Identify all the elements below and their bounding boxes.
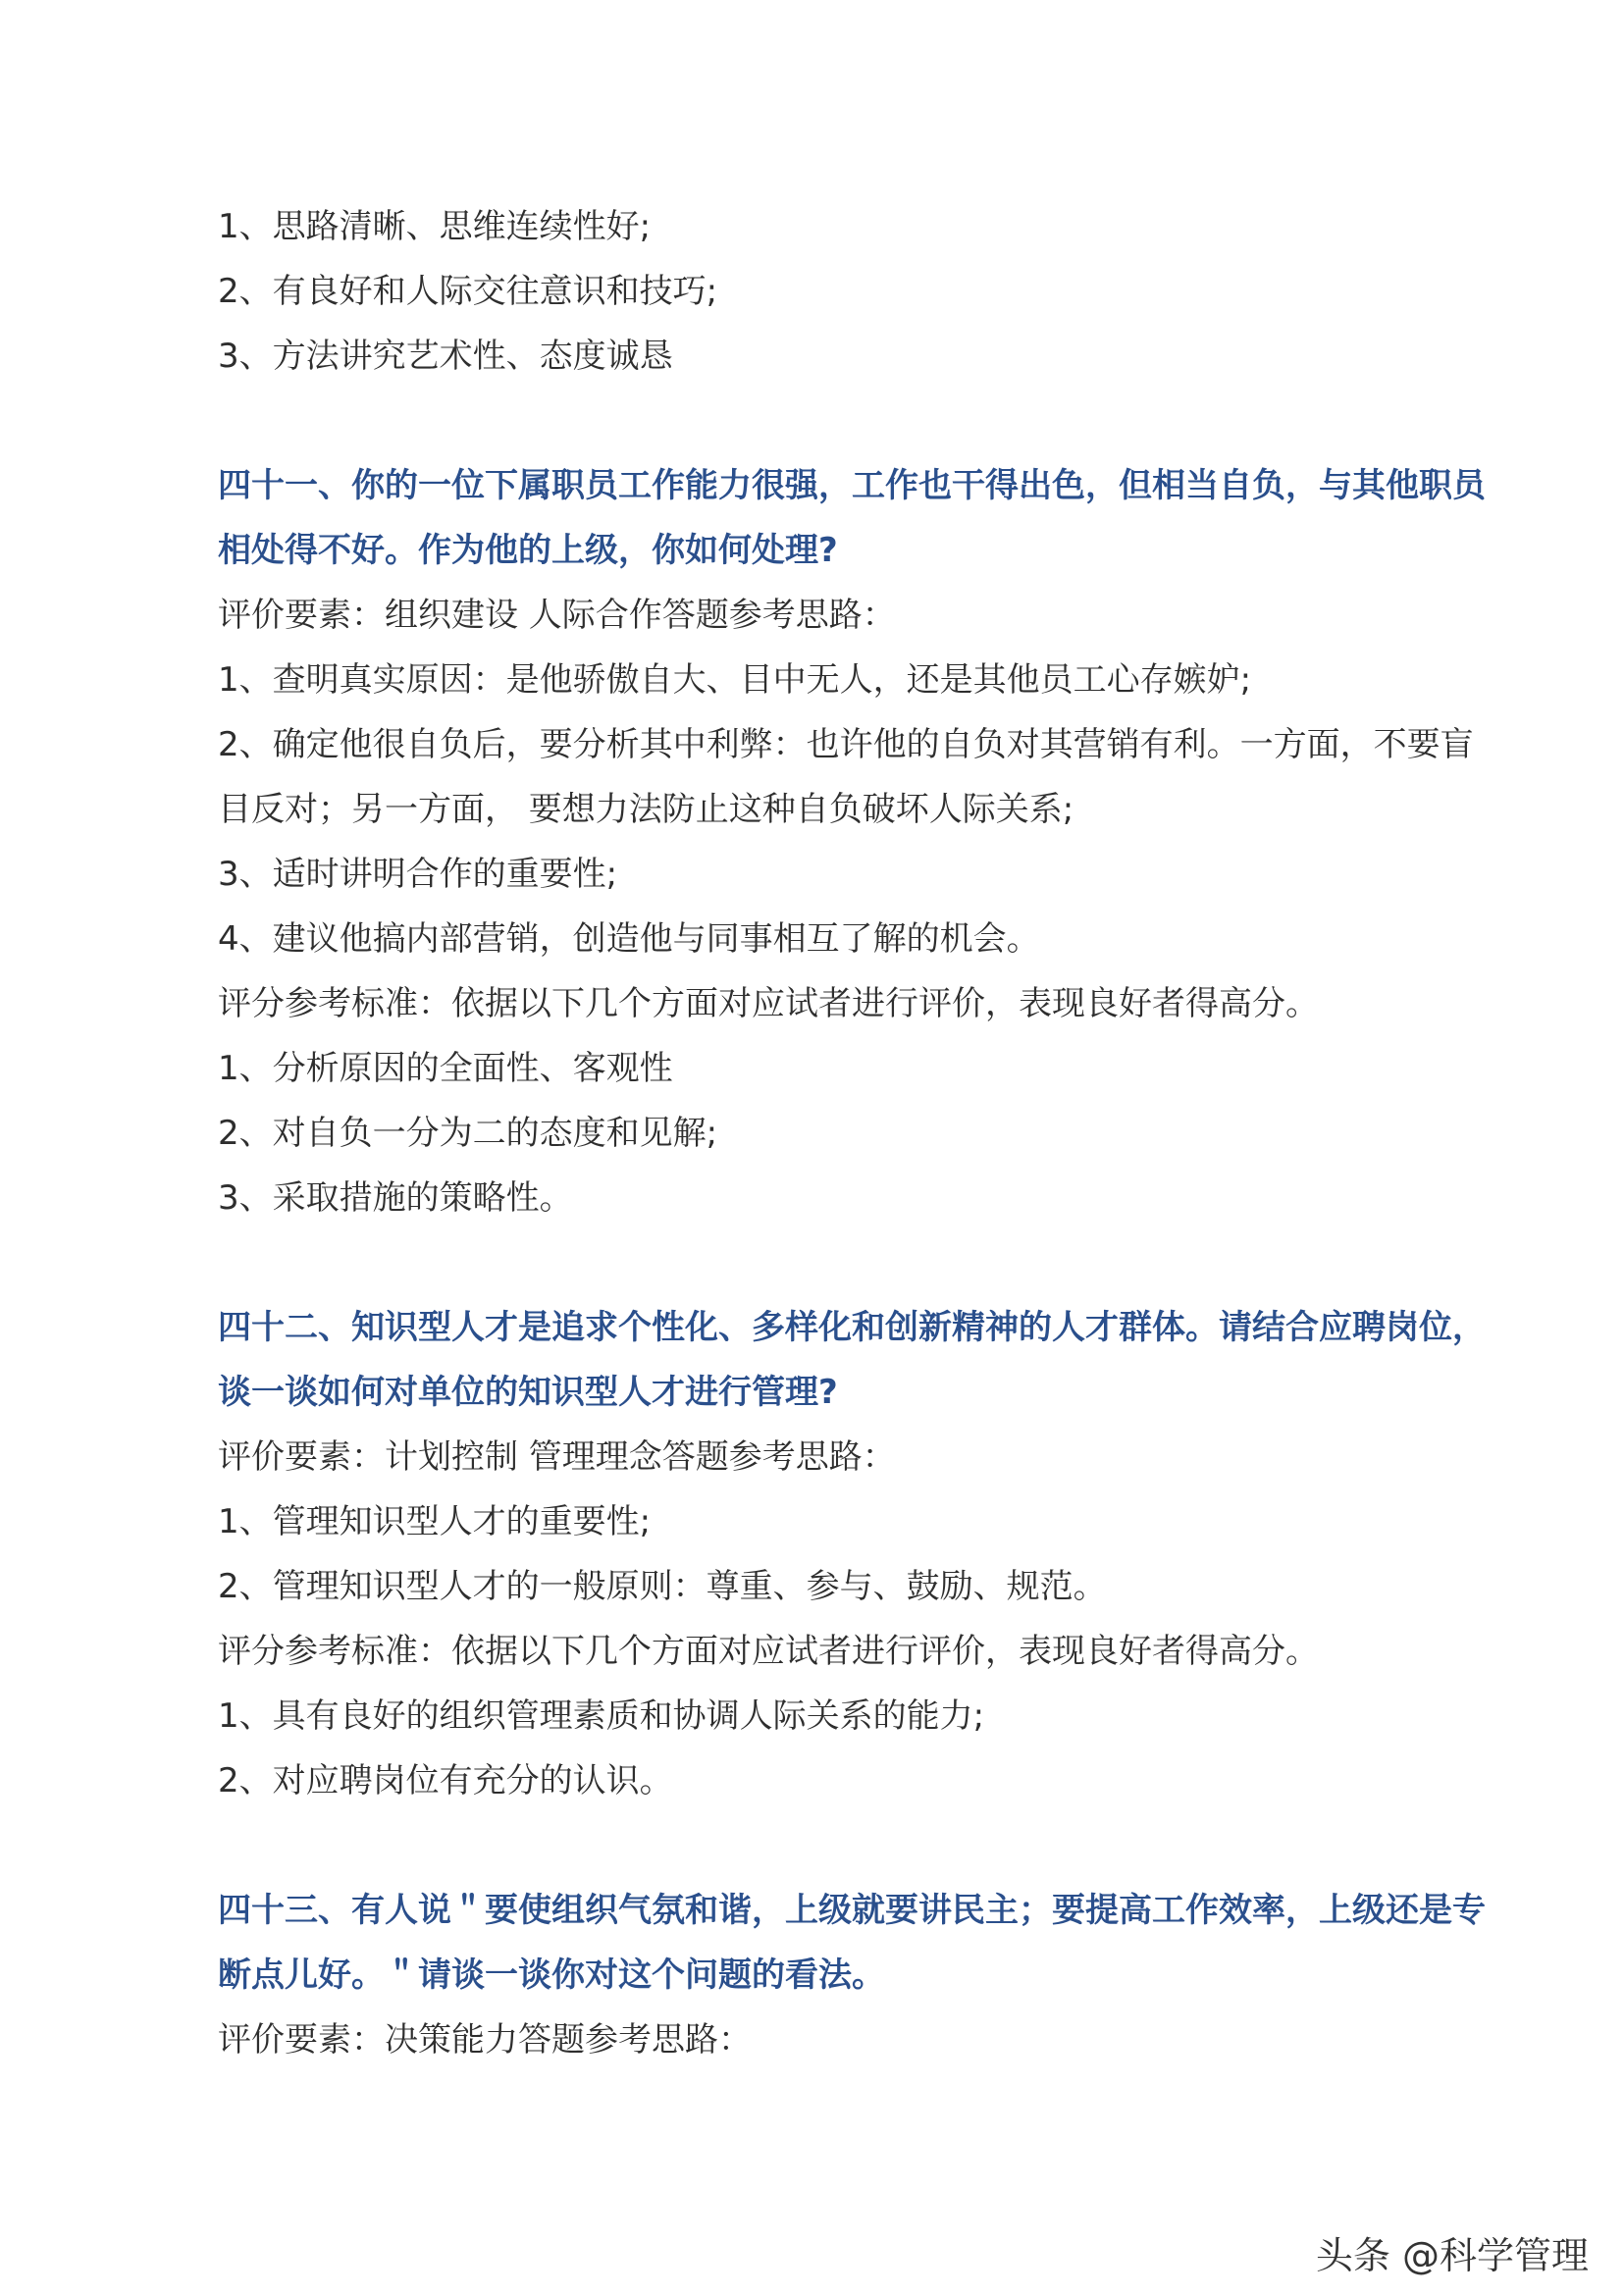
text-line: 评分参考标准：依据以下几个方面对应试者进行评价，表现良好者得高分。: [218, 984, 1319, 1023]
text-line: 1、查明真实原因：是他骄傲自大、目中无人，还是其他员工心存嫉妒;: [218, 660, 1252, 700]
question-heading: 四十三、有人说＂要使组织气氛和谐，上级就要讲民主；要提高工作效率，上级还是专: [218, 1891, 1486, 1930]
section-gap: [218, 1230, 1484, 1295]
question-heading: 谈一谈如何对单位的知识型人才进行管理?: [218, 1373, 838, 1412]
text-line: 4、建议他搞内部营销，创造他与同事相互了解的机会。: [218, 919, 1040, 959]
text-line: 3、采取措施的策略性。: [218, 1178, 573, 1218]
question-heading: 相处得不好。作为他的上级，你如何处理?: [218, 531, 838, 570]
text-line: 3、方法讲究艺术性、态度诚恳: [218, 337, 673, 376]
question-heading: 断点儿好。＂请谈一谈你对这个问题的看法。: [218, 1956, 885, 1995]
text-line: 评价要素：组织建设 人际合作答题参考思路：: [218, 596, 896, 635]
text-line: 1、思路清晰、思维连续性好;: [218, 207, 652, 246]
section-gap: [218, 1813, 1484, 1878]
text-line: 评分参考标准：依据以下几个方面对应试者进行评价，表现良好者得高分。: [218, 1632, 1319, 1671]
text-line: 2、对自负一分为二的态度和见解;: [218, 1114, 718, 1153]
document-body: [218, 194, 1484, 2072]
text-line: 评价要素：决策能力答题参考思路：: [218, 2020, 752, 2060]
section-gap: [218, 389, 1484, 453]
text-line: 评价要素：计划控制 管理理念答题参考思路：: [218, 1437, 896, 1477]
text-line: 2、有良好和人际交往意识和技巧;: [218, 272, 718, 311]
text-line: 1、分析原因的全面性、客观性: [218, 1049, 673, 1088]
text-line: 1、管理知识型人才的重要性;: [218, 1502, 652, 1541]
text-line: 3、适时讲明合作的重要性;: [218, 855, 618, 894]
source-watermark: 头条 @科学管理: [1315, 2234, 1589, 2277]
question-heading: 四十二、知识型人才是追求个性化、多样化和创新精神的人才群体。请结合应聘岗位，: [218, 1308, 1486, 1347]
text-line: 2、管理知识型人才的一般原则：尊重、参与、鼓励、规范。: [218, 1567, 1107, 1606]
text-line: 2、确定他很自负后，要分析其中利弊：也许他的自负对其营销有利。一方面，不要盲: [218, 725, 1474, 764]
text-line: 2、对应聘岗位有充分的认识。: [218, 1761, 673, 1800]
text-line: 目反对；另一方面， 要想力法防止这种自负破坏人际关系;: [218, 790, 1074, 829]
text-line: 1、具有良好的组织管理素质和协调人际关系的能力;: [218, 1696, 985, 1736]
question-heading: 四十一、你的一位下属职员工作能力很强，工作也干得出色，但相当自负，与其他职员: [218, 466, 1486, 505]
